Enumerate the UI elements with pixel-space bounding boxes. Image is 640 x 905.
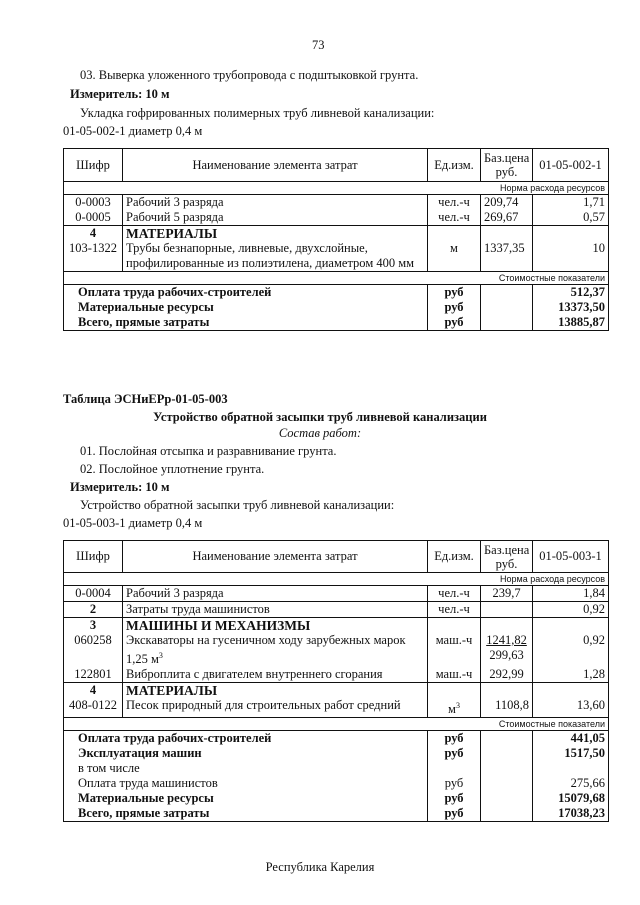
table-header-row <box>64 541 609 573</box>
row-value: 13,60 <box>533 698 609 718</box>
row-value: 0,92 <box>533 602 609 618</box>
total-value: 13373,50 <box>533 300 609 315</box>
table-title: Таблица ЭСНиЕРр-01-05-003 <box>63 392 228 406</box>
header-name: Наименование элемента затрат <box>123 541 428 573</box>
row-unit: маш.-ч <box>428 667 481 683</box>
norm-label: Норма расхода ресурсов <box>64 573 609 586</box>
row-code: 060258 <box>64 633 123 667</box>
total-name: Всего, прямые затраты <box>64 806 428 822</box>
row-unit: $м^3$ <box>428 698 481 718</box>
row-unit: чел.-ч <box>428 586 481 602</box>
row-price: 1241,82 <box>486 633 527 647</box>
total-name: Оплата труда рабочих-строителей <box>64 285 428 301</box>
total-name: Всего, прямые затраты <box>64 315 428 331</box>
header-code: Шифр <box>64 149 123 182</box>
header-name: Наименование элемента затрат <box>123 149 428 182</box>
group-name: МАШИНЫ И МЕХАНИЗМЫ <box>123 618 428 634</box>
total-row <box>64 300 609 315</box>
group-name: МАТЕРИАЛЫ <box>123 226 428 242</box>
total-name: Оплата труда рабочих-строителей <box>64 731 428 747</box>
norm-label-row <box>64 182 609 195</box>
total-row <box>64 285 609 301</box>
row-code: 2 <box>64 602 123 618</box>
total-name: Оплата труда машинистов <box>64 776 428 791</box>
total-row <box>64 761 609 776</box>
total-name: Эксплуатация машин <box>64 746 428 761</box>
row-price-secondary: 299,63 <box>489 648 524 662</box>
total-unit: руб <box>428 776 481 791</box>
row-value: 10 <box>533 241 609 272</box>
group-code: 4 <box>64 226 123 242</box>
table-row <box>64 698 609 718</box>
total-value: 17038,23 <box>533 806 609 822</box>
header-norm-code: 01-05-002-1 <box>533 149 609 182</box>
total-row <box>64 315 609 331</box>
code-line: 01-05-002-1 диаметр 0,4 м <box>63 124 203 138</box>
work-item-01: 01. Послойная отсыпка и разравнивание грунта. <box>80 444 337 458</box>
table-row <box>64 241 609 272</box>
code-line: 01-05-003-1 диаметр 0,4 м <box>63 516 203 530</box>
row-value: 0,57 <box>533 210 609 226</box>
table-row <box>64 210 609 226</box>
header-price: Баз.цена руб. <box>481 149 533 182</box>
row-code: 0-0004 <box>64 586 123 602</box>
row-code: 0-0005 <box>64 210 123 226</box>
row-code: 122801 <box>64 667 123 683</box>
total-value: 15079,68 <box>533 791 609 806</box>
row-unit: м <box>428 241 481 272</box>
header-norm-code: 01-05-003-1 <box>533 541 609 573</box>
row-name: Рабочий 3 разряда <box>123 586 428 602</box>
group-row-machines <box>64 618 609 634</box>
row-value: 1,71 <box>533 195 609 211</box>
row-unit: чел.-ч <box>428 195 481 211</box>
group-row-materials <box>64 683 609 699</box>
row-name-line1: Экскаваторы на гусеничном ходу зарубежных марок <box>126 633 406 647</box>
row-price: 209,74 <box>481 195 533 211</box>
row-name-line1: Трубы безнапорные, ливневые, двухслойные, <box>126 241 368 255</box>
norm-label-row <box>64 573 609 586</box>
total-name: Материальные ресурсы <box>64 300 428 315</box>
total-unit: руб <box>428 731 481 747</box>
header-price: Баз.цена руб. <box>481 541 533 573</box>
footer-region: Республика Карелия <box>265 860 375 874</box>
measure-unit: Измеритель: 10 м <box>70 480 170 494</box>
total-value: 1517,50 <box>533 746 609 761</box>
row-code: 408-0122 <box>64 698 123 718</box>
page-number: 73 <box>312 38 325 52</box>
norm-label: Норма расхода ресурсов <box>64 182 609 195</box>
total-row <box>64 806 609 822</box>
composition-heading: Состав работ: <box>278 426 362 440</box>
table-row <box>64 602 609 618</box>
total-row <box>64 776 609 791</box>
group-code: 3 <box>64 618 123 634</box>
row-price: 1337,35 <box>481 241 533 272</box>
row-name: Рабочий 5 разряда <box>123 210 428 226</box>
total-value: 13885,87 <box>533 315 609 331</box>
row-name-line2: профилированные из полиэтилена, диаметром 400 мм <box>126 256 415 270</box>
table-row <box>64 586 609 602</box>
total-name: Материальные ресурсы <box>64 791 428 806</box>
table-header-row <box>64 149 609 182</box>
total-name: в том числе <box>64 761 428 776</box>
total-row <box>64 731 609 747</box>
total-unit: руб <box>428 806 481 822</box>
row-value: 1,28 <box>533 667 609 683</box>
table-row <box>64 667 609 683</box>
total-row <box>64 746 609 761</box>
row-code: 103-1322 <box>64 241 123 272</box>
total-unit: руб <box>428 300 481 315</box>
total-value: 275,66 <box>533 776 609 791</box>
cost-label-row <box>64 718 609 731</box>
section-title: Устройство обратной засыпки труб ливневой канализации <box>153 410 487 424</box>
row-name: Рабочий 3 разряда <box>123 195 428 211</box>
work-item-02: 02. Послойное уплотнение грунта. <box>80 462 265 476</box>
group-row-materials <box>64 226 609 242</box>
cost-label-row <box>64 272 609 285</box>
table-row <box>64 195 609 211</box>
row-price: 292,99 <box>481 667 533 683</box>
group-name: МАТЕРИАЛЫ <box>123 683 428 699</box>
total-row <box>64 791 609 806</box>
row-price: 1108,8 <box>481 698 533 718</box>
row-unit: чел.-ч <box>428 210 481 226</box>
row-name: Затраты труда машинистов <box>123 602 428 618</box>
measure-unit: Измеритель: 10 м <box>70 87 170 101</box>
work-item-03: 03. Выверка уложенного трубопровода с подштыковкой грунта. <box>80 68 419 82</box>
total-value <box>533 761 609 776</box>
row-name: Виброплита с двигателем внутреннего сгорания <box>123 667 428 683</box>
resource-table-1 <box>63 148 609 331</box>
row-name: Песок природный для строительных работ средний <box>123 698 428 718</box>
total-unit: руб <box>428 746 481 761</box>
total-unit: руб <box>428 315 481 331</box>
header-unit: Ед.изм. <box>428 541 481 573</box>
row-price: 269,67 <box>481 210 533 226</box>
resource-table-2 <box>63 540 609 822</box>
row-unit: маш.-ч <box>428 633 481 667</box>
row-value: 0,92 <box>533 633 609 667</box>
table-row <box>64 633 609 667</box>
row-price <box>481 602 533 618</box>
total-value: 441,05 <box>533 731 609 747</box>
header-unit: Ед.изм. <box>428 149 481 182</box>
total-unit <box>428 761 481 776</box>
cost-label: Стоимостные показатели <box>64 718 609 731</box>
row-price: 239,7 <box>481 586 533 602</box>
row-unit: чел.-ч <box>428 602 481 618</box>
total-unit: руб <box>428 791 481 806</box>
total-value: 512,37 <box>533 285 609 301</box>
group-code: 4 <box>64 683 123 699</box>
total-unit: руб <box>428 285 481 301</box>
work-description: Устройство обратной засыпки труб ливневой канализации: <box>80 498 395 512</box>
row-name-line2: 1,25 $м^3$ <box>126 651 163 667</box>
row-code: 0-0003 <box>64 195 123 211</box>
work-description: Укладка гофрированных полимерных труб ливневой канализации: <box>80 106 435 120</box>
row-value: 1,84 <box>533 586 609 602</box>
cost-label: Стоимостные показатели <box>64 272 609 285</box>
header-code: Шифр <box>64 541 123 573</box>
